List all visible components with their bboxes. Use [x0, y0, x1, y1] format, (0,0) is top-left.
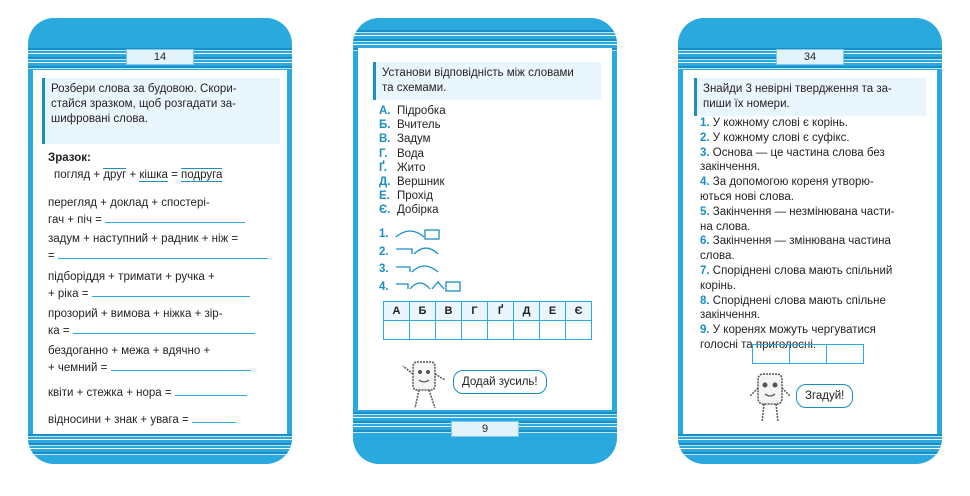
exercise-line: гач + піч =: [48, 214, 102, 226]
statement-number: 7.: [700, 264, 710, 277]
scheme-list: [379, 226, 466, 296]
exercise-5: [48, 344, 276, 376]
statement-text: Закінчення — незмінювана части-: [712, 205, 895, 218]
exercise-4: [48, 307, 276, 339]
table-header: В: [436, 302, 462, 321]
task-line: Розбери слова за будовою. Скори-: [51, 83, 237, 95]
scheme-number: 3.: [379, 263, 389, 275]
answer-line[interactable]: [58, 247, 268, 259]
statement-number: 6.: [700, 235, 710, 248]
list-item: [379, 203, 446, 217]
statement-text: закінчення.: [700, 161, 761, 174]
exercise-line: =: [48, 250, 55, 262]
list-item: [379, 175, 446, 189]
scheme-prefix-root-icon: [392, 262, 446, 276]
scheme-row: [379, 279, 466, 297]
task-line: пиши їх номери.: [703, 98, 790, 110]
statement-item: [700, 131, 926, 146]
statement-item: [700, 116, 926, 131]
page-number: 14: [126, 49, 194, 65]
exercise-line: відносини + знак + увага =: [48, 414, 189, 426]
exercise-1: [48, 196, 276, 228]
item-letter: А.: [379, 105, 391, 117]
example-word: погляд: [54, 169, 91, 181]
answer-line[interactable]: [111, 359, 251, 371]
item-word: Вода: [397, 147, 424, 160]
table-header: Ґ: [488, 302, 514, 321]
answer-cell[interactable]: [462, 321, 488, 340]
answer-cell[interactable]: [514, 321, 540, 340]
exercise-line: ка =: [48, 325, 70, 337]
scheme-row: [379, 226, 466, 244]
item-letter: Г.: [379, 147, 388, 160]
task-box: [42, 78, 280, 144]
statement-text: У коренях можуть чергуватися: [712, 324, 876, 337]
statement-item: [700, 264, 926, 294]
statement-list: [700, 116, 926, 353]
statement-item: [700, 146, 926, 176]
example-word: кішка: [139, 169, 168, 181]
statement-text: Закінчення — змінювана частина: [712, 235, 891, 248]
speech-bubble: Додай зусиль!: [453, 370, 547, 394]
answer-cell[interactable]: [753, 345, 790, 364]
list-item: [379, 118, 446, 132]
statement-text: У кожному слові є корінь.: [712, 117, 849, 129]
item-word: Вершник: [397, 176, 445, 189]
answer-cell[interactable]: [384, 321, 410, 340]
example-label: Зразок:: [48, 152, 91, 164]
statement-item: [700, 205, 926, 235]
item-letter: Е.: [379, 190, 390, 203]
statement-text: ються нові слова.: [700, 190, 794, 203]
statement-item: [700, 294, 926, 324]
card-page-9: [353, 18, 617, 464]
example-row: [54, 168, 222, 183]
answer-line[interactable]: [48, 438, 272, 439]
statement-text: За допомогою кореня утворю-: [712, 176, 874, 189]
item-letter: Д.: [379, 176, 391, 189]
item-letter: Б.: [379, 119, 391, 132]
task-line: та схемами.: [382, 82, 447, 94]
speech-bubble: Згадуй!: [796, 384, 853, 408]
task-line: Установи відповідність між словами: [382, 67, 574, 79]
robot-mascot-icon: [401, 358, 451, 414]
table-header: Б: [410, 302, 436, 321]
footer-stripes: [678, 434, 942, 456]
answer-cell[interactable]: [436, 321, 462, 340]
task-line: Знайди 3 невірні твердження та за-: [703, 83, 892, 95]
item-word: Підробка: [397, 105, 446, 117]
table-header: Є: [566, 302, 592, 321]
statement-text: Споріднені слова мають спільний: [712, 264, 893, 277]
exercise-6: [48, 384, 276, 401]
task-box: [694, 78, 926, 116]
statement-text: Основа — це частина слова без: [712, 146, 885, 159]
statement-text: закінчення.: [700, 309, 761, 322]
statement-text: корінь.: [700, 279, 737, 292]
item-word: Жито: [397, 161, 426, 174]
scheme-number: 4.: [379, 280, 389, 293]
answer-line[interactable]: [105, 211, 245, 223]
statement-text: Споріднені слова мають спільне: [712, 294, 886, 307]
exercise-line: прозорий + вимова + ніжка + зір-: [48, 308, 223, 320]
statement-text: слова.: [700, 250, 735, 263]
exercise-line: + чемний =: [48, 362, 108, 374]
table-header: Д: [514, 302, 540, 321]
list-item: [379, 189, 446, 203]
exercise-3: [48, 270, 276, 302]
task-line: шифровані слова.: [51, 113, 148, 125]
item-letter: Ґ.: [379, 161, 387, 174]
item-word: Задум: [397, 133, 431, 146]
item-word: Прохід: [397, 190, 433, 203]
statement-number: 1.: [700, 117, 710, 129]
answer-cell[interactable]: [566, 321, 592, 340]
answer-line[interactable]: [92, 285, 250, 297]
plus-sign: +: [129, 169, 137, 181]
exercise-line: перегляд + доклад + спостері-: [48, 197, 210, 209]
answer-table: [383, 301, 592, 340]
scheme-prefix-root-icon: [392, 244, 446, 258]
example-answer: подруга: [181, 169, 223, 181]
table-header: А: [384, 302, 410, 321]
list-item: [379, 147, 446, 161]
list-item: [379, 104, 446, 118]
exercise-line: бездоганно + межа + вдячно +: [48, 345, 211, 357]
statement-number: 9.: [700, 324, 710, 337]
list-item: [379, 132, 446, 146]
word-list: [379, 104, 446, 218]
answer-cell[interactable]: [488, 321, 514, 340]
statement-item: [700, 175, 926, 205]
answer-line[interactable]: [175, 384, 247, 396]
task-line: стайся зразком, щоб розгадати за-: [51, 98, 236, 110]
answer-cell[interactable]: [410, 321, 436, 340]
scheme-number: 2.: [379, 245, 389, 258]
scheme-row: [379, 261, 466, 279]
table-header: Е: [540, 302, 566, 321]
example-word: друг: [103, 169, 127, 181]
answer-cell[interactable]: [827, 345, 864, 364]
answer-cell[interactable]: [540, 321, 566, 340]
card-page-14: [28, 18, 292, 464]
statement-number: 4.: [700, 176, 710, 189]
robot-mascot-icon: [748, 370, 792, 426]
exercise-line: підборіддя + тримати + ручка +: [48, 271, 215, 283]
answer-line[interactable]: [73, 322, 255, 334]
item-word: Вчитель: [397, 119, 441, 132]
plus-sign: +: [93, 169, 101, 181]
exercise-2: [48, 232, 276, 264]
item-letter: В.: [379, 133, 391, 146]
item-word: Добірка: [397, 204, 439, 217]
statement-number: 8.: [700, 294, 710, 307]
exercise-line: задум + наступний + радник + ніж =: [48, 233, 239, 245]
table-header: Г: [462, 302, 488, 321]
statement-text: голосні та приголосні.: [700, 338, 817, 351]
list-item: [379, 161, 446, 175]
exercise-line: + ріка =: [48, 288, 89, 300]
answer-cell[interactable]: [790, 345, 827, 364]
statement-number: 3.: [700, 146, 710, 159]
statement-number: 5.: [700, 205, 710, 218]
exercise-line: квіти + стежка + нора =: [48, 387, 172, 399]
card-page-34: [678, 18, 942, 464]
statement-text: на слова.: [700, 220, 751, 233]
answer-line[interactable]: [192, 411, 236, 423]
answer-boxes: [752, 344, 864, 364]
equals-sign: =: [171, 169, 178, 181]
page-number: 9: [451, 421, 519, 437]
item-letter: Є.: [379, 204, 391, 217]
scheme-number: 1.: [379, 228, 389, 240]
scheme-full-icon: [392, 279, 466, 293]
task-box: [373, 62, 601, 100]
exercise-7: [48, 411, 276, 428]
statement-text: У кожному слові є суфікс.: [712, 131, 850, 144]
statement-number: 2.: [700, 131, 710, 144]
statement-item: [700, 234, 926, 264]
page-number: 34: [776, 49, 844, 65]
scheme-row: [379, 244, 466, 262]
scheme-root-ending-icon: [392, 227, 446, 241]
